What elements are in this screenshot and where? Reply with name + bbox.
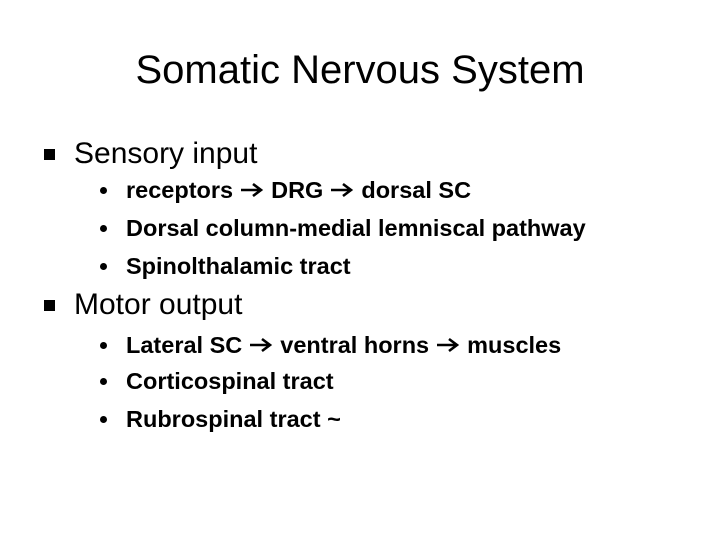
pathway-step: receptors [126,176,234,203]
subbullet-text: Corticospinal tract [126,367,334,394]
right-arrow-icon [239,182,265,198]
pathway-step: Lateral SC [126,331,243,358]
subbullet-text: Spinolthalamic tract [126,252,351,279]
subbullet-text [126,332,561,359]
bullet-motor-output [44,285,242,325]
pathway-step: dorsal SC [361,176,472,203]
round-bullet-icon [100,416,107,423]
round-bullet-icon [100,263,107,270]
bullet-label: Sensory input [74,137,258,170]
square-bullet-icon [44,149,55,160]
bullet-label: Motor output [74,288,243,321]
right-arrow-icon [435,337,461,353]
subbullet-text: Rubrospinal tract ~ [126,405,341,432]
subbullet-lateral-sc [100,328,561,362]
pathway-step: muscles [467,331,562,358]
subbullet-dorsal-column [100,211,586,245]
slide-title: Somatic Nervous System [135,48,585,92]
subbullet-receptors [100,173,471,207]
subbullet-text: Dorsal column-medial lemniscal pathway [126,214,586,241]
subbullet-rubrospinal [100,402,341,436]
bullet-sensory-input [44,134,257,174]
square-bullet-icon [44,300,55,311]
round-bullet-icon [100,225,107,232]
subbullet-corticospinal [100,364,334,398]
subbullet-spinothalamic [100,249,351,283]
round-bullet-icon [100,187,107,194]
subbullet-text [126,177,471,204]
round-bullet-icon [100,342,107,349]
right-arrow-icon [248,337,274,353]
pathway-step: DRG [271,176,324,203]
pathway-step: ventral horns [280,331,430,358]
right-arrow-icon [329,182,355,198]
round-bullet-icon [100,378,107,385]
